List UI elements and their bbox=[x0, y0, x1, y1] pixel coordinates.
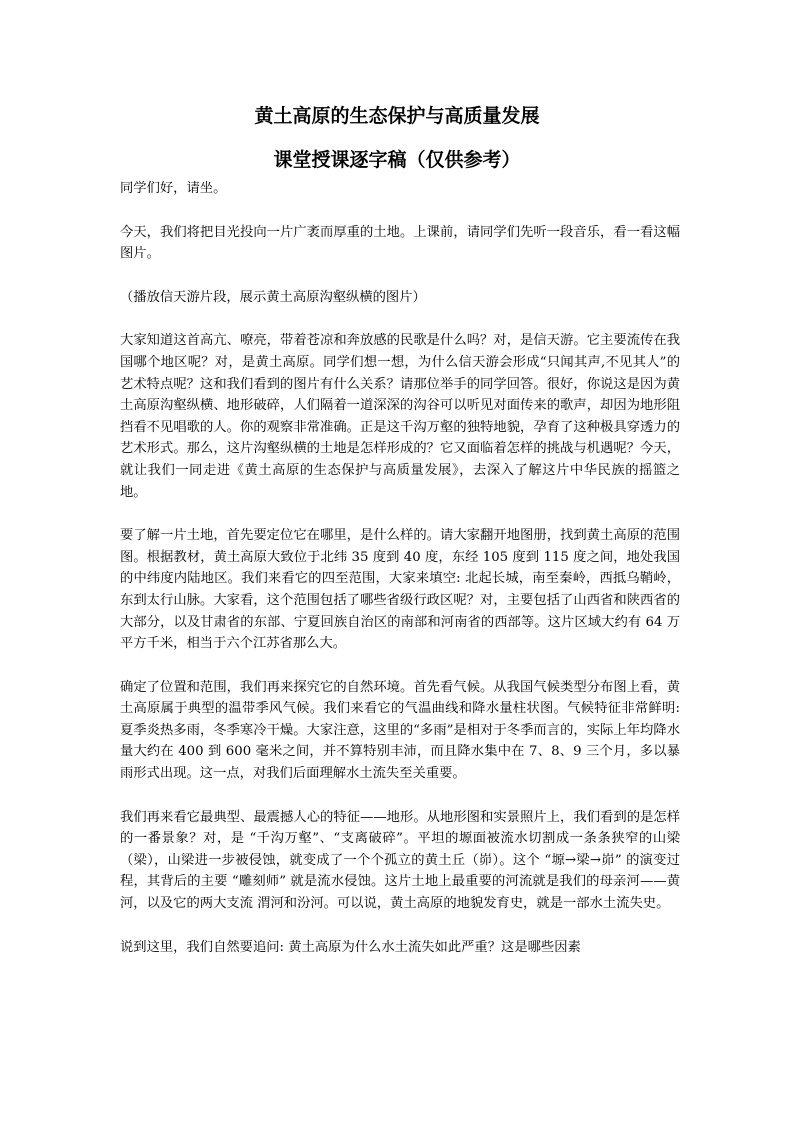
paragraph-xintianyou: 大家知道这首高亢、嘹亮，带着苍凉和奔放感的民歌是什么吗？对，是信天游。它主要流传在我国哪个地区呢？对，是黄土高原。同学们想一想，为什么信天游会形成“只闻其声,不见其人”的艺术特点呢？这和我们看到的图片有什么关系？请那位举手的同学回答。很好，你说这是因为黄土高原沟壑纵横、地形破碎，人们隔着一道深深的沟谷可以听见对面传来的歌声，却因为地形阻挡看不见唱歌的人。你的观察非常准确。正是这千沟万壑的独特地貌，孕育了这种极具穿透力的艺术形式。那么，这片沟壑纵横的土地是怎样形成的？它又面临着怎样的挑战与机遇呢？今天，就让我们一同走进《黄土高原的生态保护与高质量发展》，去深入了解这片中华民族的摇篮之地。 bbox=[120, 333, 680, 500]
document-body bbox=[120, 178, 680, 980]
paragraph-climate: 确定了位置和范围，我们再来探究它的自然环境。首先看气候。从我国气候类型分布图上看，黄土高原属于典型的温带季风气候。我们来看它的气温曲线和降水量柱状图。气候特征非常鲜明: 夏季炎热多雨，冬季寒冷干燥。大家注意，这里的“多雨”是相对于冬季而言的，实际上年均降水量大约在 400 到 600 毫米之间，并不算特别丰沛，而且降水集中在 7、8、9 三个月，多以暴雨形式出现。这一点，对我们后面理解水土流失至关重要。 bbox=[120, 679, 680, 782]
paragraph-stage-direction: （播放信天游片段，展示黄土高原沟壑纵横的图片） bbox=[120, 289, 426, 305]
paragraph-location: 要了解一片土地，首先要定位它在哪里，是什么样的。请大家翻开地图册，找到黄土高原的范围图。根据教材，黄土高原大致位于北纬 35 度到 40 度，东经 105 度到 115 度之间，地处我国的中纬度内陆地区。我们来看它的四至范围，大家来填空: 北起长城，南至秦岭，西抵乌鞘岭，东到太行山脉。大家看，这个范围包括了哪些省级行政区呢？对，主要包括了山西省和陕西省的大部分，以及甘肃省的东部、宁夏回族自治区的南部和河南省的西部等。这片区域大约有 64 万平方千米，相当于六个江苏省那么大。 bbox=[120, 528, 680, 652]
paragraph-terrain: 我们再来看它最典型、最震撼人心的特征——地形。从地形图和实景照片上，我们看到的是怎样的一番景象？对，是 “千沟万壑”、“支离破碎”。平坦的塬面被流水切割成一条条狭窄的山梁（梁），山梁进一步被侵蚀，就变成了一个个孤立的黄土丘（峁）。这个 “塬→梁→峁” 的演变过程，其背后的主要 “雕刻师” 就是流水侵蚀。这片土地上最重要的河流就是我们的母亲河——黄河，以及它的两大支流 渭河和汾河。可以说，黄土高原的地貌发育史，就是一部水土流失史。 bbox=[120, 809, 680, 912]
paragraph-intro: 今天，我们将把目光投向一片广袤而厚重的土地。上课前，请同学们先听一段音乐，看一看这幅图片。 bbox=[120, 224, 680, 262]
document-title: 黄土高原的生态保护与高质量发展 bbox=[254, 105, 540, 127]
paragraph-soil-erosion-question: 说到这里，我们自然要追问: 黄土高原为什么水土流失如此严重？这是哪些因素 bbox=[120, 939, 581, 955]
document-subtitle: 课堂授课逐字稿（仅供参考） bbox=[273, 149, 521, 171]
paragraph-greeting: 同学们好，请坐。 bbox=[120, 181, 227, 196]
